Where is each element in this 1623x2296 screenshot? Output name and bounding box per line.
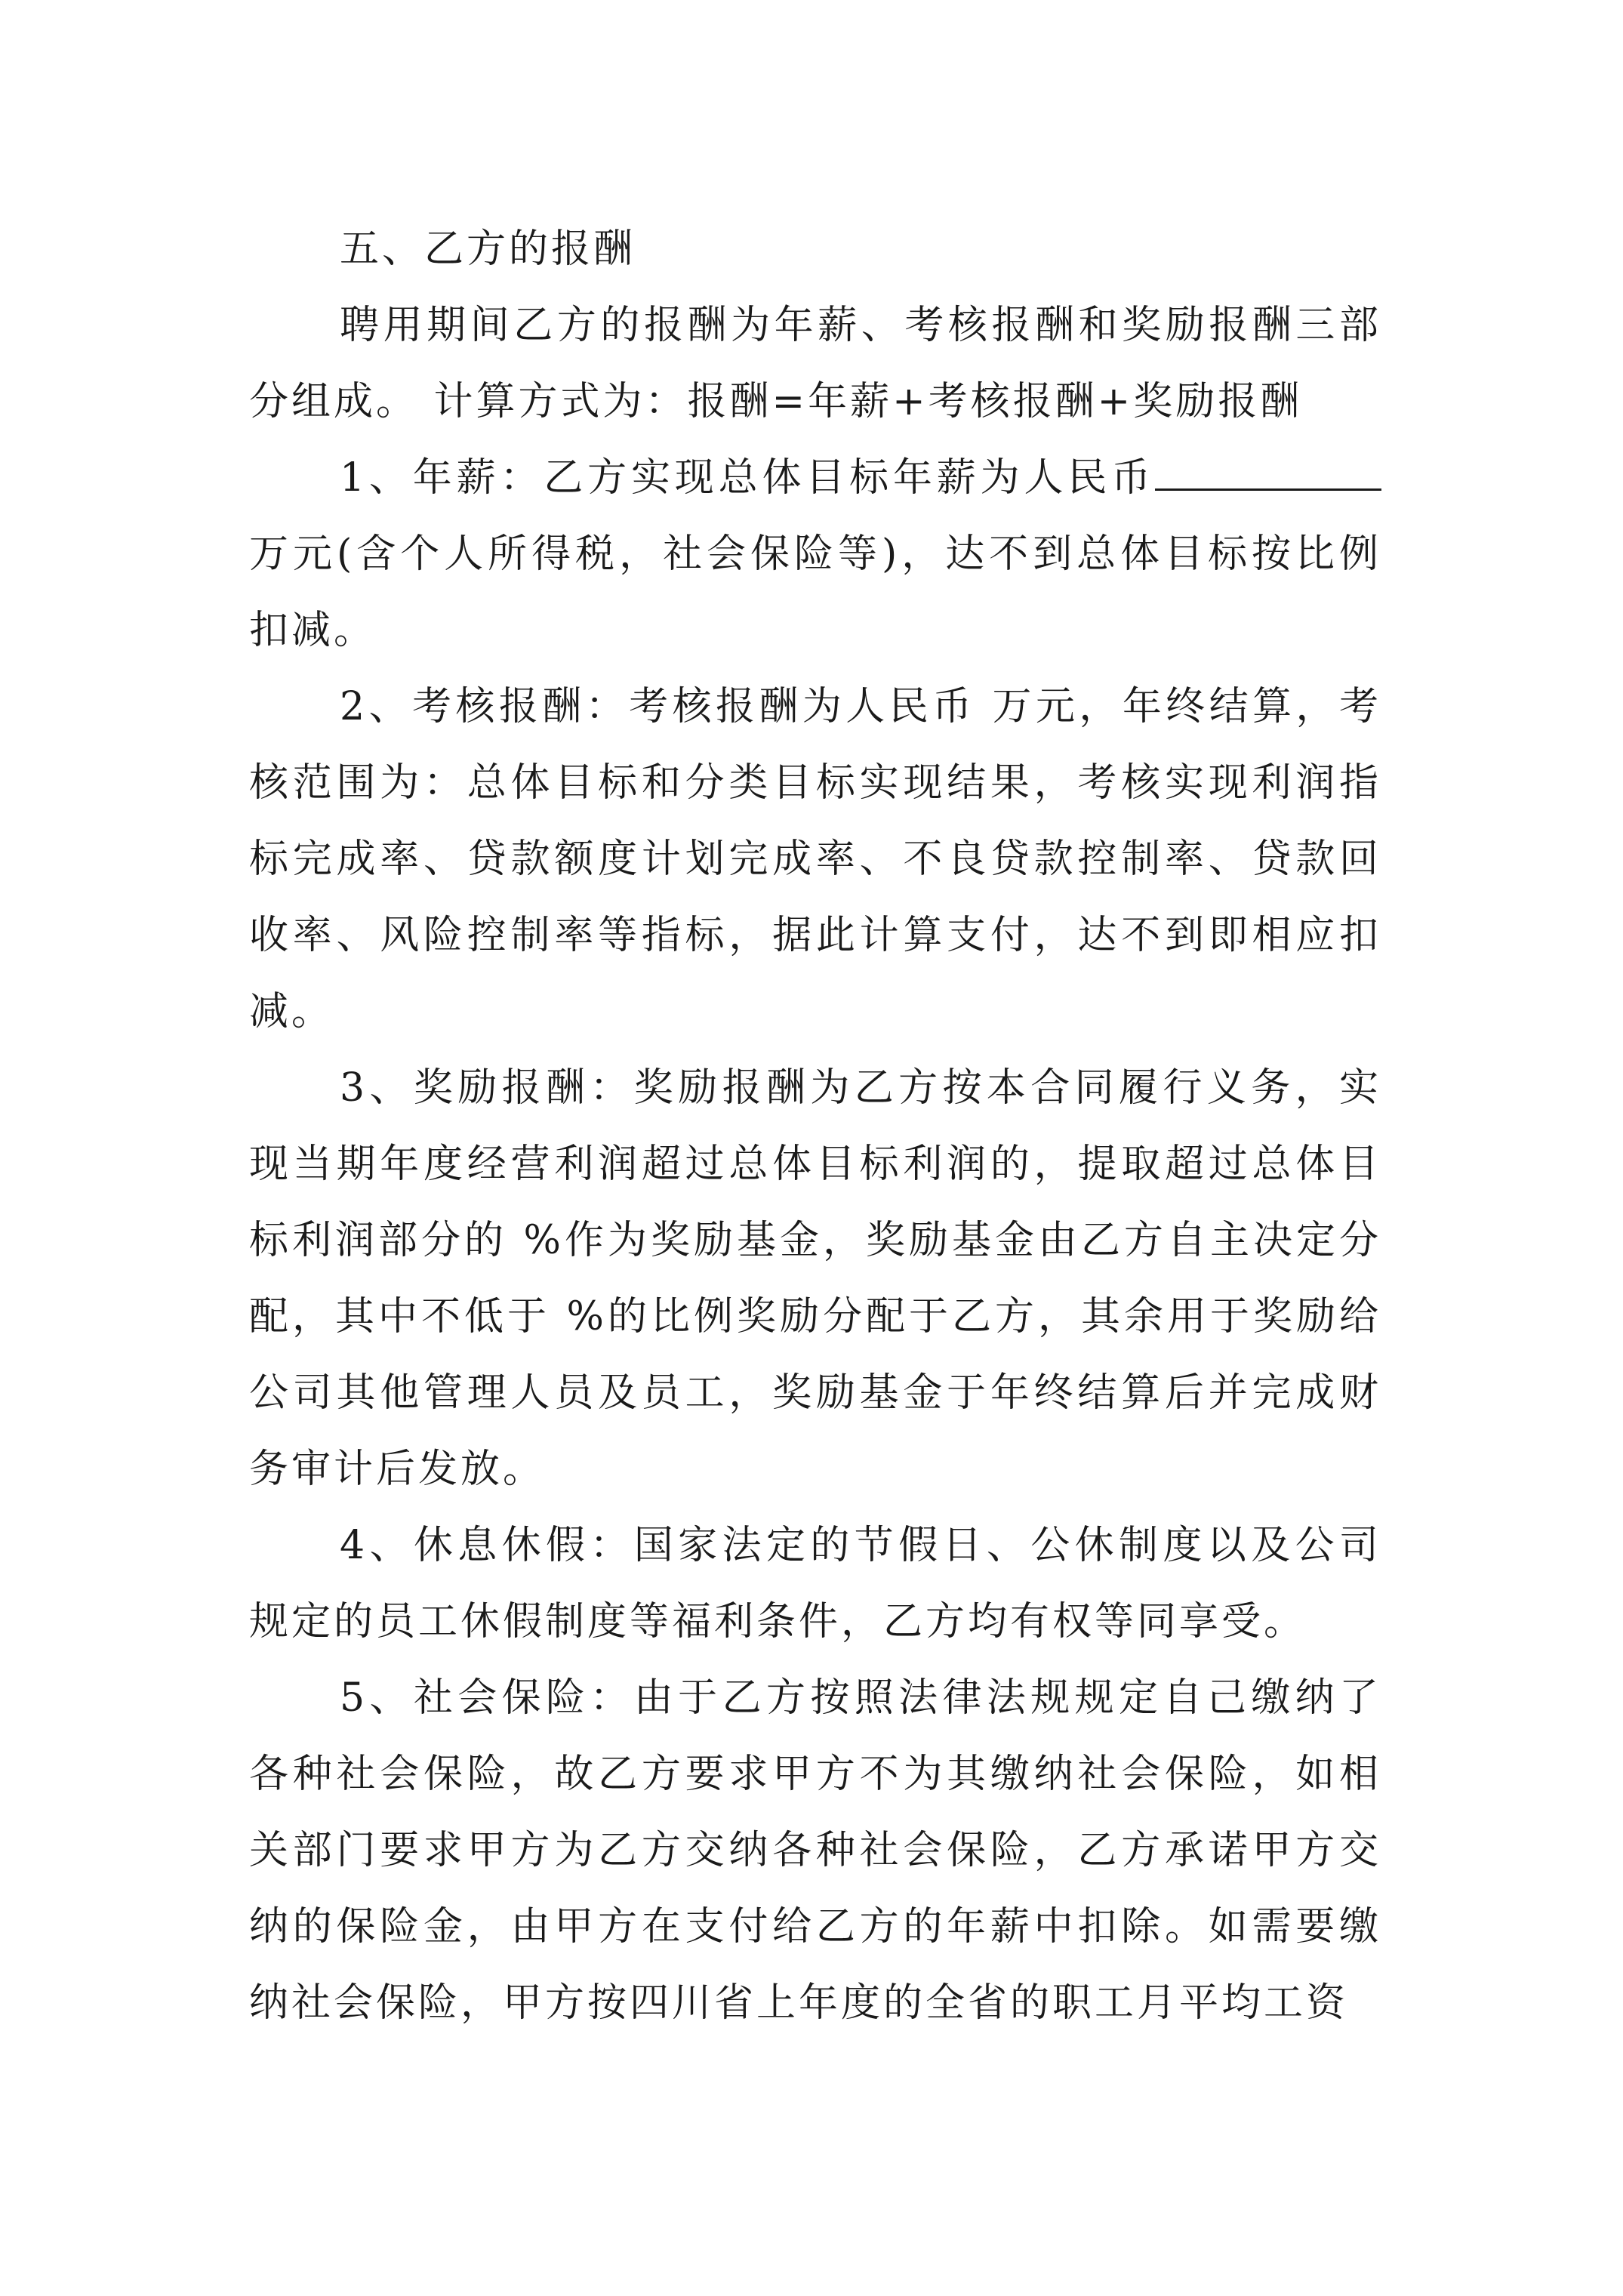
section-heading: 五、乙方的报酬 xyxy=(340,227,636,272)
leave-paragraph: 4、休息休假：国家法定的节假日、公休制度以及公司规定的员工休假制度等福利条件，乙方均有权等同享受。 xyxy=(249,1523,1381,1644)
annual-salary-text: 1、年薪：乙方实现总体目标年薪为人民币 xyxy=(340,455,1155,501)
social-insurance-paragraph: 5、社会保险：由于乙方按照法律法规规定自己缴纳了各种社会保险，故乙方要求甲方不为其缴纳社会保险，如相关部门要求甲方为乙方交纳各种社会保险，乙方承诺甲方交纳的保险金，由甲方在支付给乙方的年薪中扣除。如需要缴纳社会保险，甲方按四川省上年度的全省的职工月平均工资 xyxy=(249,1675,1381,2026)
annual-salary-paragraph xyxy=(249,440,1381,669)
intro-paragraph: 聘用期间乙方的报酬为年薪、考核报酬和奖励报酬三部分组成。 计算方式为：报酬=年薪+考核报酬+奖励报酬 xyxy=(249,303,1381,424)
assessment-paragraph: 2、考核报酬：考核报酬为人民币 万元，年终结算，考核范围为：总体目标和分类目标实现结果，考核实现利润指标完成率、贷款额度计划完成率、不良贷款控制率、贷款回收率、风险控制率等指标，据此计算支付，达不到即相应扣减。 xyxy=(249,684,1381,1034)
document-page xyxy=(249,211,1381,2042)
reward-paragraph: 3、奖励报酬：奖励报酬为乙方按本合同履行义务，实现当期年度经营利润超过总体目标利润的，提取超过总体目标利润部分的 %作为奖励基金，奖励基金由乙方自主决定分配，其中不低于 %的比例奖励分配于乙方，其余用于奖励给公司其他管理人员及员工，奖励基金于年终结算后并完成财务审计后发放。 xyxy=(249,1065,1381,1492)
amount-blank-line xyxy=(1155,443,1381,491)
annual-salary-text-cont: 万元(含个人所得税，社会保险等)，达不到总体目标按比例扣减。 xyxy=(249,532,1381,653)
